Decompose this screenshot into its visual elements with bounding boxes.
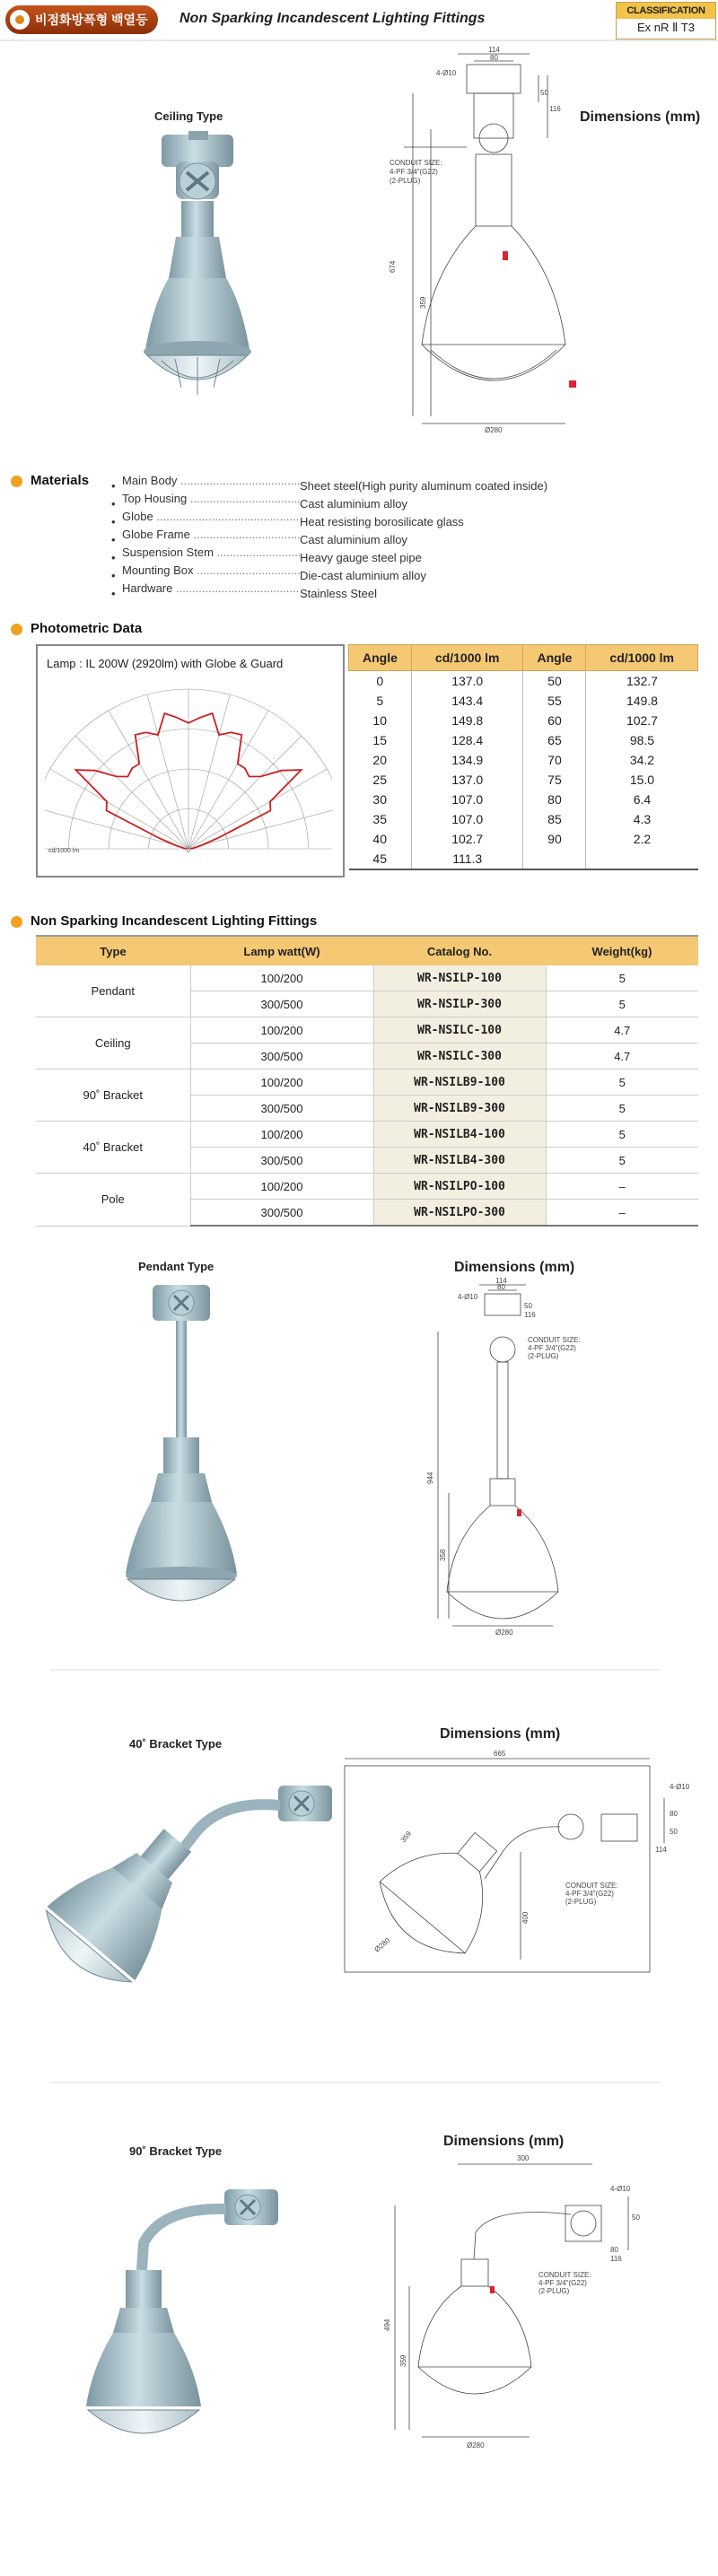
polar-chart [45, 682, 332, 858]
spec-header-weight: Weight(kg) [546, 936, 698, 965]
materials-item: • Top Housing ..... Cast aluminium alloy [111, 490, 547, 508]
pd-cd-cell: 137.0 [411, 770, 523, 790]
pd-cd-cell: 134.9 [411, 750, 523, 770]
spec-row [36, 1070, 698, 1096]
pd-cd-cell: 98.5 [586, 730, 698, 750]
bracket90-dimensions-title: Dimensions (mm) [443, 2134, 565, 2149]
ceiling-dim-globe-height: 359 [419, 296, 427, 309]
pd-row [349, 750, 698, 770]
pendant-dim-inner-width: 80 [497, 1283, 505, 1291]
pd-angle-cell: 25 [372, 773, 387, 787]
pd-row [349, 849, 698, 869]
spec-catalog-cell: WR-NSILP-100 [373, 965, 546, 991]
polar-grid-spoke [188, 769, 327, 849]
spec-table [36, 935, 698, 1227]
photometric-table [348, 644, 698, 870]
polar-grid-spoke [188, 736, 302, 849]
spec-row [36, 1017, 698, 1043]
bracket40-dim-width: 665 [494, 1750, 506, 1758]
ceiling-conduit-line-3: (2-PLUG) [390, 177, 421, 185]
lamp-caption: Lamp : IL 200W (2920lm) with Globe & Guard [47, 657, 284, 670]
polar-unit-label: cd/1000 lm [48, 848, 80, 854]
spec-bullet-icon [11, 916, 22, 928]
pendant-conduit-line-3: (2-PLUG) [528, 1352, 559, 1360]
pd-row [349, 730, 698, 750]
bracket40-conduit-line-1: CONDUIT SIZE: [565, 1882, 618, 1890]
bracket40-dim-height: 400 [521, 1911, 530, 1924]
pd-row [349, 770, 698, 790]
ceiling-dimension-drawing [368, 39, 601, 443]
pd-cd-cell: 128.4 [411, 730, 523, 750]
spec-weight-cell: – [546, 1200, 698, 1227]
pd-cd-cell: 102.7 [586, 711, 698, 730]
spec-catalog-cell: WR-NSILB4-300 [373, 1148, 546, 1174]
spec-catalog-cell: WR-NSILP-300 [373, 991, 546, 1017]
pd-row [349, 671, 698, 692]
bracket40-conduit-line-3: (2-PLUG) [565, 1898, 597, 1906]
bracket40-dimensions-title: Dimensions (mm) [440, 1726, 561, 1742]
spec-catalog-cell: WR-NSILB4-100 [373, 1122, 546, 1148]
spec-weight-cell: 4.7 [546, 1043, 698, 1070]
spec-weight-cell: 5 [546, 965, 698, 991]
bracket40-dim-d2: 114 [655, 1846, 667, 1854]
pd-row [349, 809, 698, 829]
pendant-dim-bolt: 4-Ø10 [458, 1293, 478, 1301]
pd-angle-cell: 30 [372, 792, 387, 807]
bracket40-dimension-drawing [341, 1744, 700, 1978]
pd-cd-cell [586, 849, 698, 869]
pd-cd-cell: 107.0 [411, 790, 523, 809]
polar-grid-spoke [188, 694, 230, 849]
pendant-dim-diameter: Ø280 [495, 1629, 513, 1637]
spec-lamp-cell: 100/200 [190, 965, 373, 991]
materials-item: • Hardware ..... Stainless Steel [111, 580, 547, 598]
spec-lamp-cell: 100/200 [190, 1017, 373, 1043]
pendant-conduit-line-1: CONDUIT SIZE: [528, 1336, 581, 1344]
spec-type-cell: Pole [36, 1174, 190, 1227]
bracket40-dim-d3: 50 [670, 1828, 678, 1836]
spec-catalog-cell: WR-NSILPO-100 [373, 1174, 546, 1200]
bracket90-dim-diameter: Ø280 [467, 2441, 485, 2449]
pd-cd-cell: 6.4 [586, 790, 698, 809]
pendant-dimensions-title: Dimensions (mm) [454, 1260, 575, 1275]
polar-grid-spoke [75, 736, 188, 849]
header-divider [0, 39, 718, 41]
pd-angle-cell: 70 [523, 750, 586, 770]
ceiling-fixture-image [126, 126, 287, 422]
pd-angle-cell: 90 [523, 829, 586, 849]
ceiling-dim-diameter: Ø280 [485, 426, 503, 434]
bracket90-dimension-drawing [368, 2152, 655, 2475]
spec-header-lamp: Lamp watt(W) [190, 936, 373, 965]
spec-weight-cell: 4.7 [546, 1017, 698, 1043]
pd-angle-cell [523, 849, 586, 869]
classification-title: CLASSIFICATION [617, 3, 715, 19]
bracket90-dim-d1: 50 [632, 2214, 640, 2222]
pd-cd-cell: 132.7 [586, 671, 698, 692]
polar-grid-spoke [147, 694, 188, 849]
spec-row [36, 1174, 698, 1200]
pd-angle-cell: 5 [376, 694, 384, 708]
pendant-conduit-line-2: 4-PF 3/4"(G22) [528, 1344, 576, 1352]
bracket40-fixture-image [18, 1768, 341, 2001]
bracket90-dim-bolt: 4-Ø10 [610, 2185, 631, 2193]
pd-cd-cell: 137.0 [411, 671, 523, 692]
materials-item: • Globe Frame ..... Cast aluminium alloy [111, 526, 547, 544]
bracket90-dim-height: 494 [383, 2318, 391, 2331]
pd-angle-cell: 35 [372, 812, 387, 826]
ceiling-dim-d2: 116 [549, 105, 561, 113]
bracket40-type-label: 40˚ Bracket Type [129, 1737, 223, 1751]
pd-row [349, 691, 698, 711]
spec-type-cell: 40˚ Bracket [36, 1122, 190, 1174]
pd-row [349, 829, 698, 849]
bracket40-dim-globe-height: 359 [398, 1829, 414, 1845]
polar-grid-spoke [50, 769, 188, 849]
pd-cd-cell: 149.8 [586, 691, 698, 711]
pd-angle-cell: 15 [372, 733, 387, 747]
brand-badge [5, 5, 158, 34]
materials-item: • Suspension Stem ..... Heavy gauge steel pipe [111, 544, 547, 562]
bracket90-conduit-line-2: 4-PF 3/4"(G22) [538, 2279, 587, 2287]
spec-catalog-cell: WR-NSILC-300 [373, 1043, 546, 1070]
pd-angle-cell: 65 [523, 730, 586, 750]
photometric-bullet-icon [11, 624, 22, 635]
pd-header-angle: Angle [349, 645, 412, 671]
spec-lamp-cell: 100/200 [190, 1122, 373, 1148]
pendant-dim-top-width: 114 [495, 1278, 507, 1285]
bracket90-dim-d2: 80 [610, 2246, 618, 2254]
spec-weight-cell: – [546, 1174, 698, 1200]
bracket40-conduit-line-2: 4-PF 3/4"(G22) [565, 1890, 614, 1898]
pd-angle-cell: 10 [372, 713, 387, 728]
polar-chart-box [36, 644, 345, 878]
pd-cd-cell: 34.2 [586, 750, 698, 770]
pd-cd-cell: 4.3 [586, 809, 698, 829]
spec-lamp-cell: 300/500 [190, 1200, 373, 1227]
ceiling-conduit-line-1: CONDUIT SIZE: [390, 159, 442, 167]
pd-cd-cell: 102.7 [411, 829, 523, 849]
pd-angle-cell: 50 [523, 671, 586, 692]
materials-item: • Main Body ..... Sheet steel(High purity aluminum coated inside) [111, 472, 547, 490]
spec-weight-cell: 5 [546, 991, 698, 1017]
materials-item: • Globe ..... Heat resisting borosilicate glass [111, 508, 547, 526]
materials-item: • Mounting Box ..... Die-cast aluminium alloy [111, 562, 547, 580]
spec-row [36, 1122, 698, 1148]
spec-header-type: Type [36, 936, 190, 965]
spec-lamp-cell: 300/500 [190, 991, 373, 1017]
bracket90-fixture-image [54, 2171, 287, 2467]
pd-angle-cell: 20 [372, 753, 387, 767]
pd-row [349, 711, 698, 730]
page-title: Non Sparking Incandescent Lighting Fittings [180, 11, 486, 26]
pd-header-angle: Angle [523, 645, 586, 671]
pendant-dim-d1: 50 [524, 1302, 532, 1310]
spec-header-catalog: Catalog No. [373, 936, 546, 965]
classification-value: Ex nR Ⅱ T3 [637, 21, 695, 34]
pd-angle-cell: 55 [523, 691, 586, 711]
materials-title: Materials [31, 473, 90, 488]
bracket90-conduit-line-3: (2-PLUG) [538, 2287, 570, 2295]
spec-type-cell: Pendant [36, 965, 190, 1017]
pd-cd-cell: 15.0 [586, 770, 698, 790]
pendant-fixture-image [108, 1278, 269, 1619]
spec-row [36, 965, 698, 991]
spec-weight-cell: 5 [546, 1096, 698, 1122]
ceiling-dim-bolt: 4-Ø10 [436, 69, 457, 77]
pd-row [349, 790, 698, 809]
ceiling-dimensions-title: Dimensions (mm) [580, 109, 701, 125]
polar-grid-spoke [109, 711, 188, 849]
ceiling-type-label: Ceiling Type [154, 109, 223, 123]
bracket90-conduit-line-1: CONDUIT SIZE: [538, 2271, 591, 2279]
section-divider [50, 2082, 661, 2083]
spec-lamp-cell: 300/500 [190, 1148, 373, 1174]
pendant-dim-d2: 116 [524, 1311, 536, 1319]
spec-lamp-cell: 100/200 [190, 1070, 373, 1096]
spec-catalog-cell: WR-NSILC-100 [373, 1017, 546, 1043]
spec-lamp-cell: 100/200 [190, 1174, 373, 1200]
pd-cd-cell: 143.4 [411, 691, 523, 711]
pd-cd-cell: 111.3 [411, 849, 523, 869]
pd-cd-cell: 107.0 [411, 809, 523, 829]
pendant-dim-height: 944 [426, 1471, 434, 1484]
pd-header-cd: cd/1000 lm [586, 645, 698, 671]
ceiling-dim-inner-width: 80 [490, 54, 498, 62]
pd-header-cd: cd/1000 lm [411, 645, 523, 671]
brand-text: 비점화방폭형 백열등 [35, 13, 148, 27]
spec-catalog-cell: WR-NSILB9-300 [373, 1096, 546, 1122]
page-header [0, 0, 718, 39]
spec-type-cell: Ceiling [36, 1017, 190, 1070]
spec-catalog-cell: WR-NSILPO-300 [373, 1200, 546, 1227]
pd-angle-cell: 85 [523, 809, 586, 829]
photometric-title: Photometric Data [31, 621, 143, 636]
pd-angle-cell: 40 [372, 832, 387, 846]
pendant-dim-globe-height: 358 [439, 1549, 447, 1561]
section-divider [50, 1669, 661, 1671]
pd-angle-cell: 75 [523, 770, 586, 790]
materials-list [111, 472, 547, 598]
pendant-type-label: Pendant Type [138, 1260, 215, 1273]
spec-weight-cell: 5 [546, 1122, 698, 1148]
polar-grid-spoke [188, 711, 268, 849]
spec-weight-cell: 5 [546, 1148, 698, 1174]
ceiling-dim-height: 674 [389, 260, 397, 273]
pd-cd-cell: 2.2 [586, 829, 698, 849]
polar-zero-label: 0 [187, 848, 190, 854]
ceiling-dim-d1: 50 [540, 89, 548, 97]
pd-angle-cell: 45 [349, 849, 412, 869]
bracket40-dim-d1: 80 [670, 1810, 678, 1818]
classification-box [616, 2, 716, 39]
bracket40-dim-diameter: Ø280 [372, 1936, 392, 1954]
pd-angle-cell: 0 [376, 674, 384, 688]
pd-angle-cell: 80 [523, 790, 586, 809]
ceiling-conduit-line-2: 4-PF 3/4"(G22) [390, 168, 438, 176]
brand-logo-icon [10, 10, 30, 30]
pd-angle-cell: 60 [523, 711, 586, 730]
bracket40-dim-bolt: 4-Ø10 [670, 1783, 690, 1791]
spec-type-cell: 90˚ Bracket [36, 1070, 190, 1122]
spec-lamp-cell: 300/500 [190, 1096, 373, 1122]
spec-title: Non Sparking Incandescent Lighting Fittings [31, 913, 318, 929]
bracket90-dim-width: 300 [517, 2154, 530, 2162]
ceiling-dim-top-width: 114 [488, 46, 500, 54]
pendant-dimension-drawing [413, 1278, 610, 1637]
bracket90-dim-globe-height: 359 [399, 2354, 407, 2367]
bracket90-type-label: 90˚ Bracket Type [129, 2144, 223, 2158]
materials-bullet-icon [11, 476, 22, 487]
bracket90-dim-d3: 116 [610, 2255, 622, 2263]
spec-catalog-cell: WR-NSILB9-100 [373, 1070, 546, 1096]
pd-cd-cell: 149.8 [411, 711, 523, 730]
spec-lamp-cell: 300/500 [190, 1043, 373, 1070]
spec-weight-cell: 5 [546, 1070, 698, 1096]
